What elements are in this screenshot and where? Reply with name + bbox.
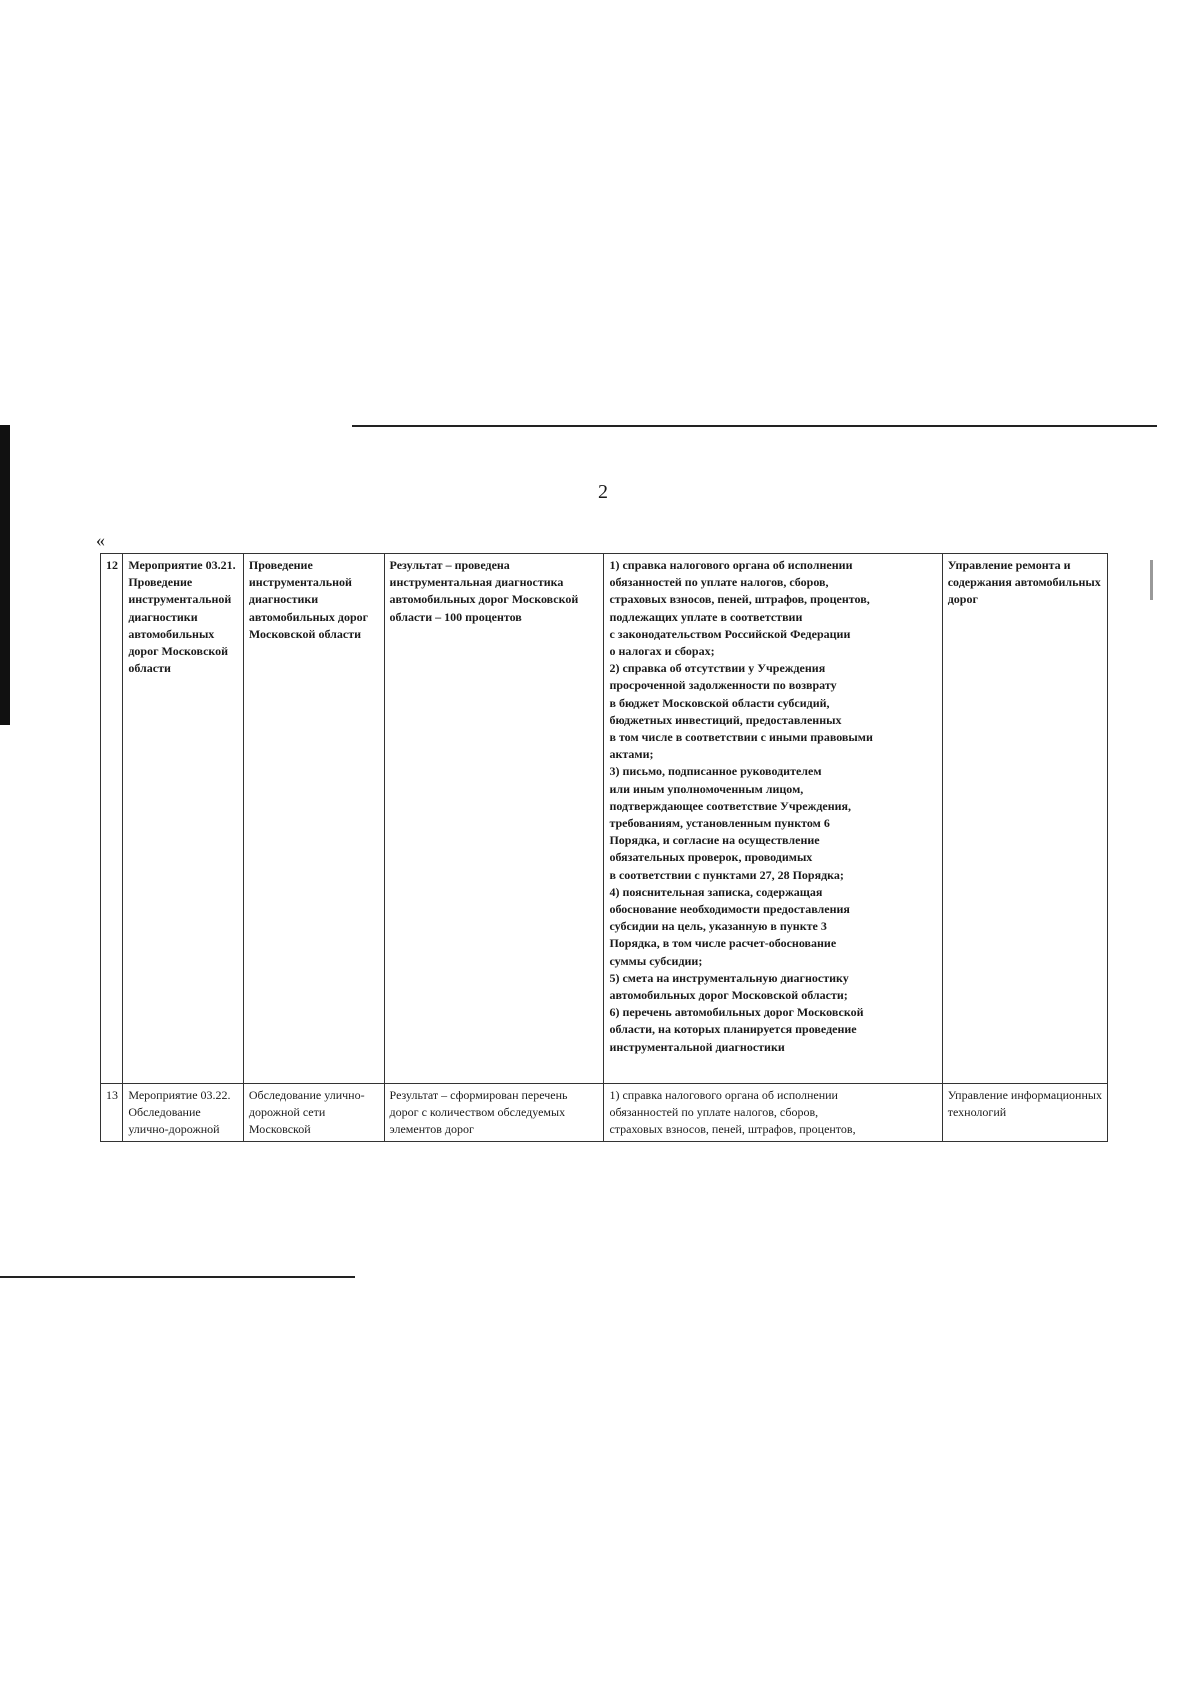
document-line: страховых взносов, пеней, штрафов, процентов, bbox=[609, 592, 870, 607]
document-line: Порядка, и согласие на осуществление bbox=[609, 833, 820, 848]
document-line: 1) справка налогового органа об исполнении bbox=[609, 558, 853, 572]
opening-quote: « bbox=[96, 530, 105, 550]
document-line: требованиям, установленным пунктом 6 bbox=[609, 816, 830, 831]
document-line: в соответствии с пунктами 27, 28 Порядка; bbox=[609, 867, 844, 882]
document-line: обязанностей по уплате налогов, сборов, bbox=[609, 575, 829, 590]
document-line: автомобильных дорог Московской области; bbox=[609, 988, 848, 1003]
document-line: или иным уполномоченным лицом, bbox=[609, 781, 804, 796]
document-line: обязанностей по уплате налогов, сборов, bbox=[609, 1105, 819, 1120]
document-line: подлежащих уплате в соответствии bbox=[609, 609, 803, 624]
row-number: 12 bbox=[101, 554, 123, 1084]
result-cell: Результат – проведена инструментальная диагностика автомобильных дорог Московской области – 100 процентов bbox=[384, 554, 604, 1084]
scan-edge-left bbox=[0, 425, 10, 725]
bottom-rule bbox=[0, 1276, 355, 1278]
documents-cell bbox=[604, 554, 942, 1084]
page-number: 2 bbox=[598, 481, 608, 503]
name-cell: Обследование улично-дорожной сети Московской bbox=[243, 1084, 384, 1142]
document-line: Порядка, в том числе расчет-обоснование bbox=[609, 936, 837, 951]
document-line: в бюджет Московской области субсидий, bbox=[609, 695, 830, 710]
document-line: 5) смета на инструментальную диагностику bbox=[609, 970, 849, 985]
document-line: актами; bbox=[609, 747, 654, 762]
document-line: бюджетных инвестиций, предоставленных bbox=[609, 712, 842, 727]
document-line: 4) пояснительная записка, содержащая bbox=[609, 884, 823, 899]
document-line: области, на которых планируется проведение bbox=[609, 1022, 857, 1037]
document-line: суммы субсидии; bbox=[609, 953, 703, 968]
document-line: просроченной задолженности по возврату bbox=[609, 678, 837, 693]
department-cell: Управление ремонта и содержания автомобильных дорог bbox=[942, 554, 1107, 1084]
document-line: 1) справка налогового органа об исполнении bbox=[609, 1088, 838, 1102]
table-row bbox=[101, 554, 1108, 1084]
document-line: 2) справка об отсутствии у Учреждения bbox=[609, 661, 826, 676]
document-line: обоснование необходимости предоставления bbox=[609, 902, 850, 917]
result-cell: Результат – сформирован перечень дорог с количеством обследуемых элементов дорог bbox=[384, 1084, 604, 1142]
document-line: подтверждающее соответствие Учреждения, bbox=[609, 798, 852, 813]
row-number: 13 bbox=[101, 1084, 123, 1142]
document-line: 3) письмо, подписанное руководителем bbox=[609, 764, 822, 779]
table-row bbox=[101, 1084, 1108, 1142]
document-line: 6) перечень автомобильных дорог Московской bbox=[609, 1005, 864, 1020]
document-line: страховых взносов, пеней, штрафов, процентов, bbox=[609, 1122, 856, 1137]
department-cell: Управление информационных технологий bbox=[942, 1084, 1107, 1142]
measures-table bbox=[100, 553, 1108, 1142]
document-line: обязательных проверок, проводимых bbox=[609, 850, 813, 865]
event-cell: Мероприятие 03.22. Обследование улично-дорожной bbox=[123, 1084, 244, 1142]
document-line: субсидии на цель, указанную в пункте 3 bbox=[609, 919, 827, 934]
documents-cell bbox=[604, 1084, 942, 1142]
document-line: инструментальной диагностики bbox=[609, 1039, 785, 1054]
event-cell: Мероприятие 03.21. Проведение инструментальной диагностики автомобильных дорог Московской области bbox=[123, 554, 244, 1084]
top-rule bbox=[352, 425, 1157, 427]
document-line: о налогах и сборах; bbox=[609, 644, 715, 659]
name-cell: Проведение инструментальной диагностики автомобильных дорог Московской области bbox=[243, 554, 384, 1084]
document-line: с законодательством Российской Федерации bbox=[609, 626, 851, 641]
document-line: в том числе в соответствии с иными правовыми bbox=[609, 730, 873, 745]
scan-edge-mark bbox=[1150, 560, 1153, 600]
